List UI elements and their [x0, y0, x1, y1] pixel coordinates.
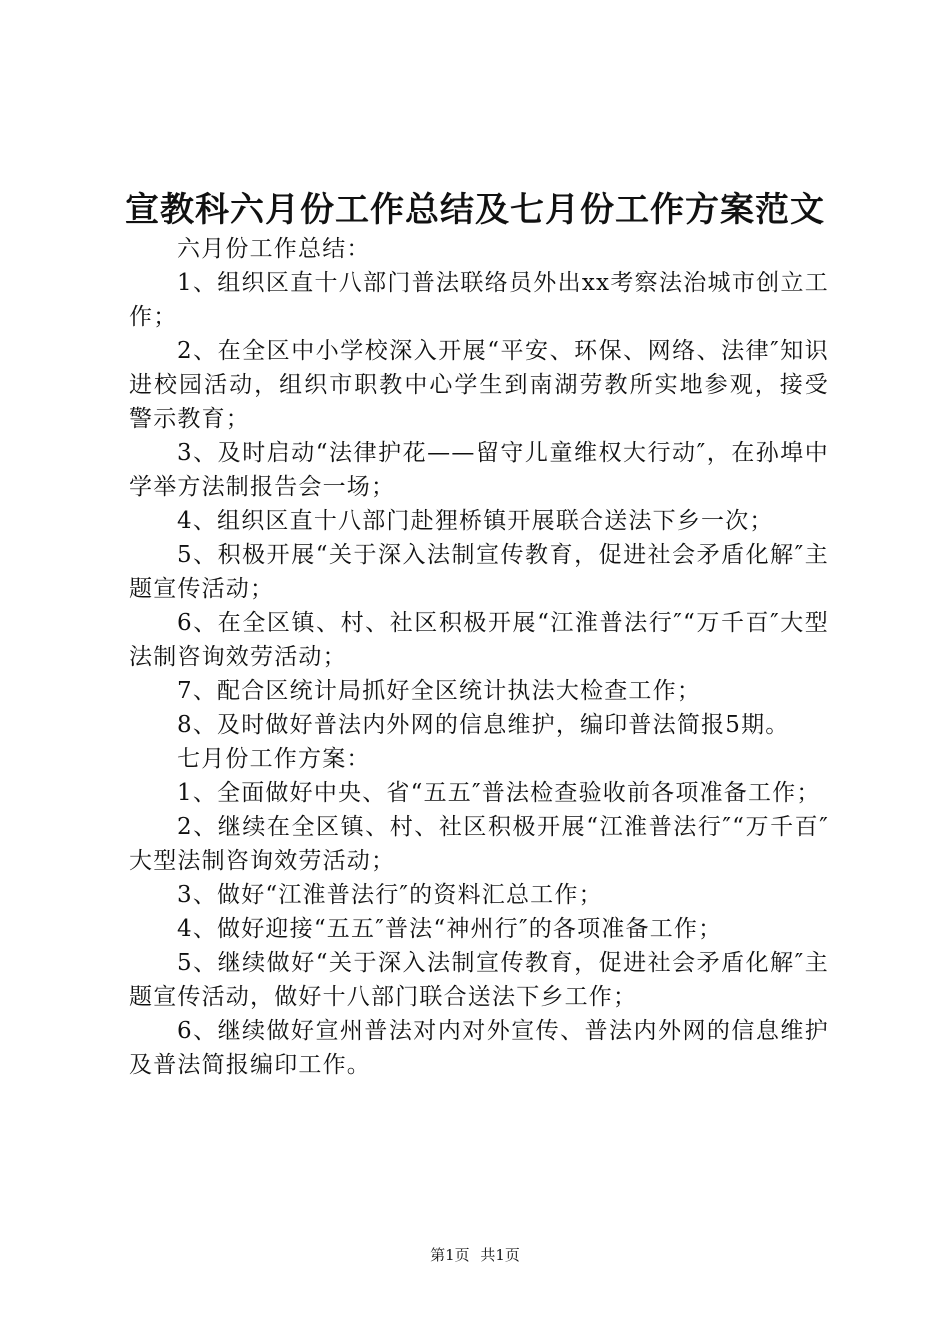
june-item-1: 1、组织区直十八部门普法联络员外出xx考察法治城市创立工作；: [129, 270, 829, 330]
july-item-2: 2、继续在全区镇、村、社区积极开展“江淮普法行″“万千百″大型法制咨询效劳活动；: [129, 814, 829, 874]
july-item-4: 4、做好迎接“五五″普法“神州行″的各项准备工作；: [177, 916, 723, 942]
page-number-total: 共1页: [480, 1246, 520, 1264]
page-footer: [0, 1243, 950, 1267]
june-item-3: 3、及时启动“法律护花——留守儿童维权大行动″，在孙埠中学举方法制报告会一场；: [129, 440, 829, 500]
section-heading-june: 六月份工作总结：: [177, 236, 371, 262]
july-item-5: 5、继续做好“关于深入法制宣传教育，促进社会矛盾化解″主题宣传活动，做好十八部门联合送法下乡工作；: [129, 950, 829, 1010]
july-item-1: 1、全面做好中央、省“五五″普法检查验收前各项准备工作；: [177, 780, 821, 806]
june-item-2: 2、在全区中小学校深入开展“平安、环保、网络、法律″知识进校园活动，组织市职教中心学生到南湖劳教所实地参观，接受警示教育；: [129, 338, 829, 432]
page-number-current: 第1页: [430, 1246, 470, 1264]
june-item-7: 7、配合区统计局抓好全区统计执法大检查工作；: [177, 678, 702, 704]
june-item-6: 6、在全区镇、村、社区积极开展“江淮普法行″“万千百″大型法制咨询效劳活动；: [129, 610, 829, 670]
document-title: 宣教科六月份工作总结及七月份工作方案范文: [125, 190, 825, 230]
june-item-8: 8、及时做好普法内外网的信息维护，编印普法简报5期。: [177, 712, 790, 738]
july-item-3: 3、做好“江淮普法行″的资料汇总工作；: [177, 882, 603, 908]
document-body: [129, 232, 829, 1082]
july-item-6: 6、继续做好宣州普法对内对外宣传、普法内外网的信息维护及普法简报编印工作。: [129, 1018, 829, 1078]
june-item-5: 5、积极开展“关于深入法制宣传教育，促进社会矛盾化解″主题宣传活动；: [129, 542, 829, 602]
june-item-4: 4、组织区直十八部门赴狸桥镇开展联合送法下乡一次；: [177, 508, 774, 534]
section-heading-july: 七月份工作方案：: [177, 746, 371, 772]
